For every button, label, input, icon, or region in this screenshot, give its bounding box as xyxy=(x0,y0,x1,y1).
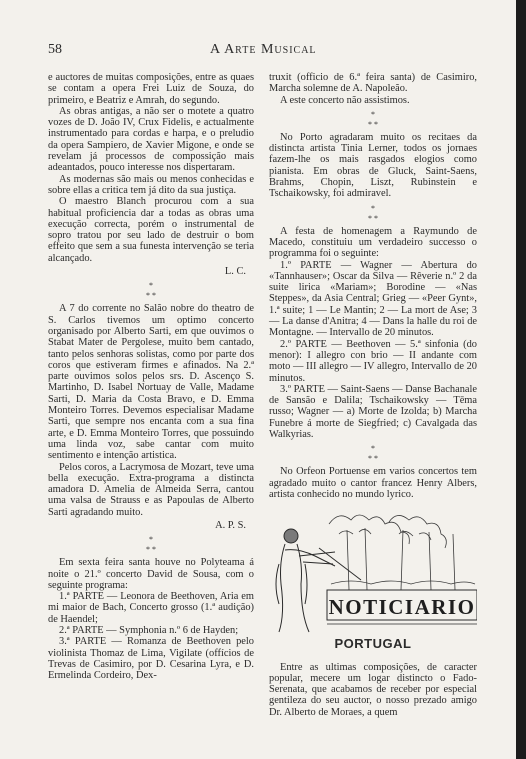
section-title: PORTUGAL xyxy=(334,636,412,652)
right-column xyxy=(269,72,477,718)
paragraph: Entre as ultimas composições, de caracter popular, mecere um logar distincto o Fado-Serenata, que acabamos de receber por especial gentileza do seu auctor, o nosso prezado amigo Dr. Alberto de Moraes, a quem xyxy=(269,661,477,718)
paragraph: 3.ª PARTE — Romanza de Beethoven pelo violinista Thomaz de Lima, Vigilate (offícios de Trevas de Casimiro, por D. Cesarina Lyra, e D. Ermelinda Cordeiro, Dex- xyxy=(48,636,254,682)
paragraph: Pelos coros, a Lacrymosa de Mozart, teve uma bella execução. Extra-programa a distincta amadora D. Amelia de Almeida Serra, cantou uma valsa de Strauss e as Papoulas de Alberto Sarti agradando muito. xyxy=(48,461,254,518)
paragraph: 1.ª PARTE — Leonora de Beethoven, Aria em mi maior de Bach, Concerto grosso (1.ª audição) de Haendel; xyxy=(48,591,254,625)
asterism: * * * xyxy=(146,535,156,555)
asterism: * * * xyxy=(146,281,156,301)
paragraph: O maestro Blanch procurou com a sua habitual proficiencia dar a todas as obras uma execução correcta, porém o instrumental de sopro tratou por seu lado de destruir o bom effeito que sem a sua funesta intervenção se teria alcançado. xyxy=(48,196,254,264)
paragraph: Em sexta feira santa houve no Polyteama á noite o 21.º concerto David de Sousa, com o seguinte programa: xyxy=(48,557,254,591)
paragraph: As obras antigas, a não ser o motete a quatro vozes de D. João IV, Crux Fidelis, e actualmente instrumentado para cordas e harpa, e o preludio da opera Sampiero, de Xavier Migone, e onde se revelam já processos de compossição mais adeantados, pouco interesse nos dispertaram. xyxy=(48,105,254,174)
asterism: * * * xyxy=(368,444,378,464)
paragraph: A este concerto não assistimos. xyxy=(280,94,410,106)
running-title: A Arte Musical xyxy=(210,42,317,57)
paragraph: truxit (officio de 6.ª feira santa) de Casimiro, Marcha solemne de A. Napoleão. xyxy=(269,72,477,95)
signature: L. C. xyxy=(224,266,246,278)
paragraph: No Porto agradaram muito os recitaes da distincta artista Tinia Lerner, todos os jornaes fazem-lhe os mais rasgados elogios como pianista. Em obras de Gluck, Saint-Saens, Brahms, Chopin, Liszt, Rubinstein e Tschaikowsky, foi admiravel. xyxy=(269,131,477,200)
page-edge-border xyxy=(516,0,526,759)
asterism: * * * xyxy=(368,203,378,223)
paragraph: 2.º PARTE — Beethoven — 5.ª sinfonia (do menor): I allegro con brio — II andante com moto — III allegro — IV allegro, Intervallo de 20 minutos. xyxy=(269,338,477,384)
paragraph: No Orfeon Portuense em varios concertos tem agradado muito o cantor francez Henry Albers, artista conhecido no mundo lyrico. xyxy=(269,466,477,500)
vignette-lettering: NOTICIARIO xyxy=(328,595,476,620)
paragraph: As modernas são mais ou menos conhecidas e sobre ellas a critica tem já dito da sua justiça. xyxy=(48,173,254,196)
signature: A. P. S. xyxy=(215,519,246,531)
paragraph: e auctores de muitas composições, entre as quaes se contam a opera Frei Luiz de Souza, do primeiro, e Beatriz e Amrah, do segundo. xyxy=(48,72,254,106)
paragraph: 1.º PARTE — Wagner — Abertura do «Tannhauser»; Oscar da Silva — Rêverie n.º 2 da suite lirica «Mariam»; Borodine — «Nas Steppes», da Asia Central; Grieg — «Peer Gynt», 1.ª suite; 1 — Le Mantin; 2 — La mort de Ase; 3 — La danse d'Anitra; 4 — Dans la halle du roi de Montagne. — Intervallo de 20 minutos. xyxy=(269,259,477,339)
noticiario-vignette xyxy=(269,504,477,634)
paragraph: A 7 do corrente no Salão nobre do theatro de S. Carlos tivemos um optimo concerto organisado por Alberto Sarti, em que ouvimos o Stabat Mater de Pergolese, muito bem cantado, tanto pelos senhoras solistas, como por parte dos coros que estiveram firmes e afinados. Na 2.ª parte ouvimos solos pelos srs. D. Ascenço S. Martinho, D. Isabel Nortuay de Valle, Madame Sarti, D. Maria da Costa Bravo, e D. Emma Monteiro Torres. Devemos especialisar Madame Sarti, que sempre nos encanta com a sua fina arte, e D. Emma Monteiro Torres, que possuindo uma linda voz, sabe cantar com muito sentimento e intenção artistica. xyxy=(48,303,254,462)
asterism: * * * xyxy=(368,109,378,129)
violinist-illustration xyxy=(269,504,477,634)
paragraph: 2.ª PARTE — Symphonia n.º 6 de Hayden; xyxy=(59,625,239,637)
paragraph: 3.º PARTE — Saint-Saens — Danse Bachanale de Sansão e Dalila; Tschaikowsky — Tēma russo; Wagner — a) Morte de Izolda; b) Marcha Funebre á morte de Siegfried; c) Cavalgada das Walkyrias. xyxy=(269,383,478,441)
paragraph: A festa de homenagem a Raymundo de Macedo, constituiu um verdadeiro successo o programma foi o seguinte: xyxy=(269,225,477,260)
left-column xyxy=(48,72,254,682)
page-number: 58 xyxy=(48,42,62,57)
